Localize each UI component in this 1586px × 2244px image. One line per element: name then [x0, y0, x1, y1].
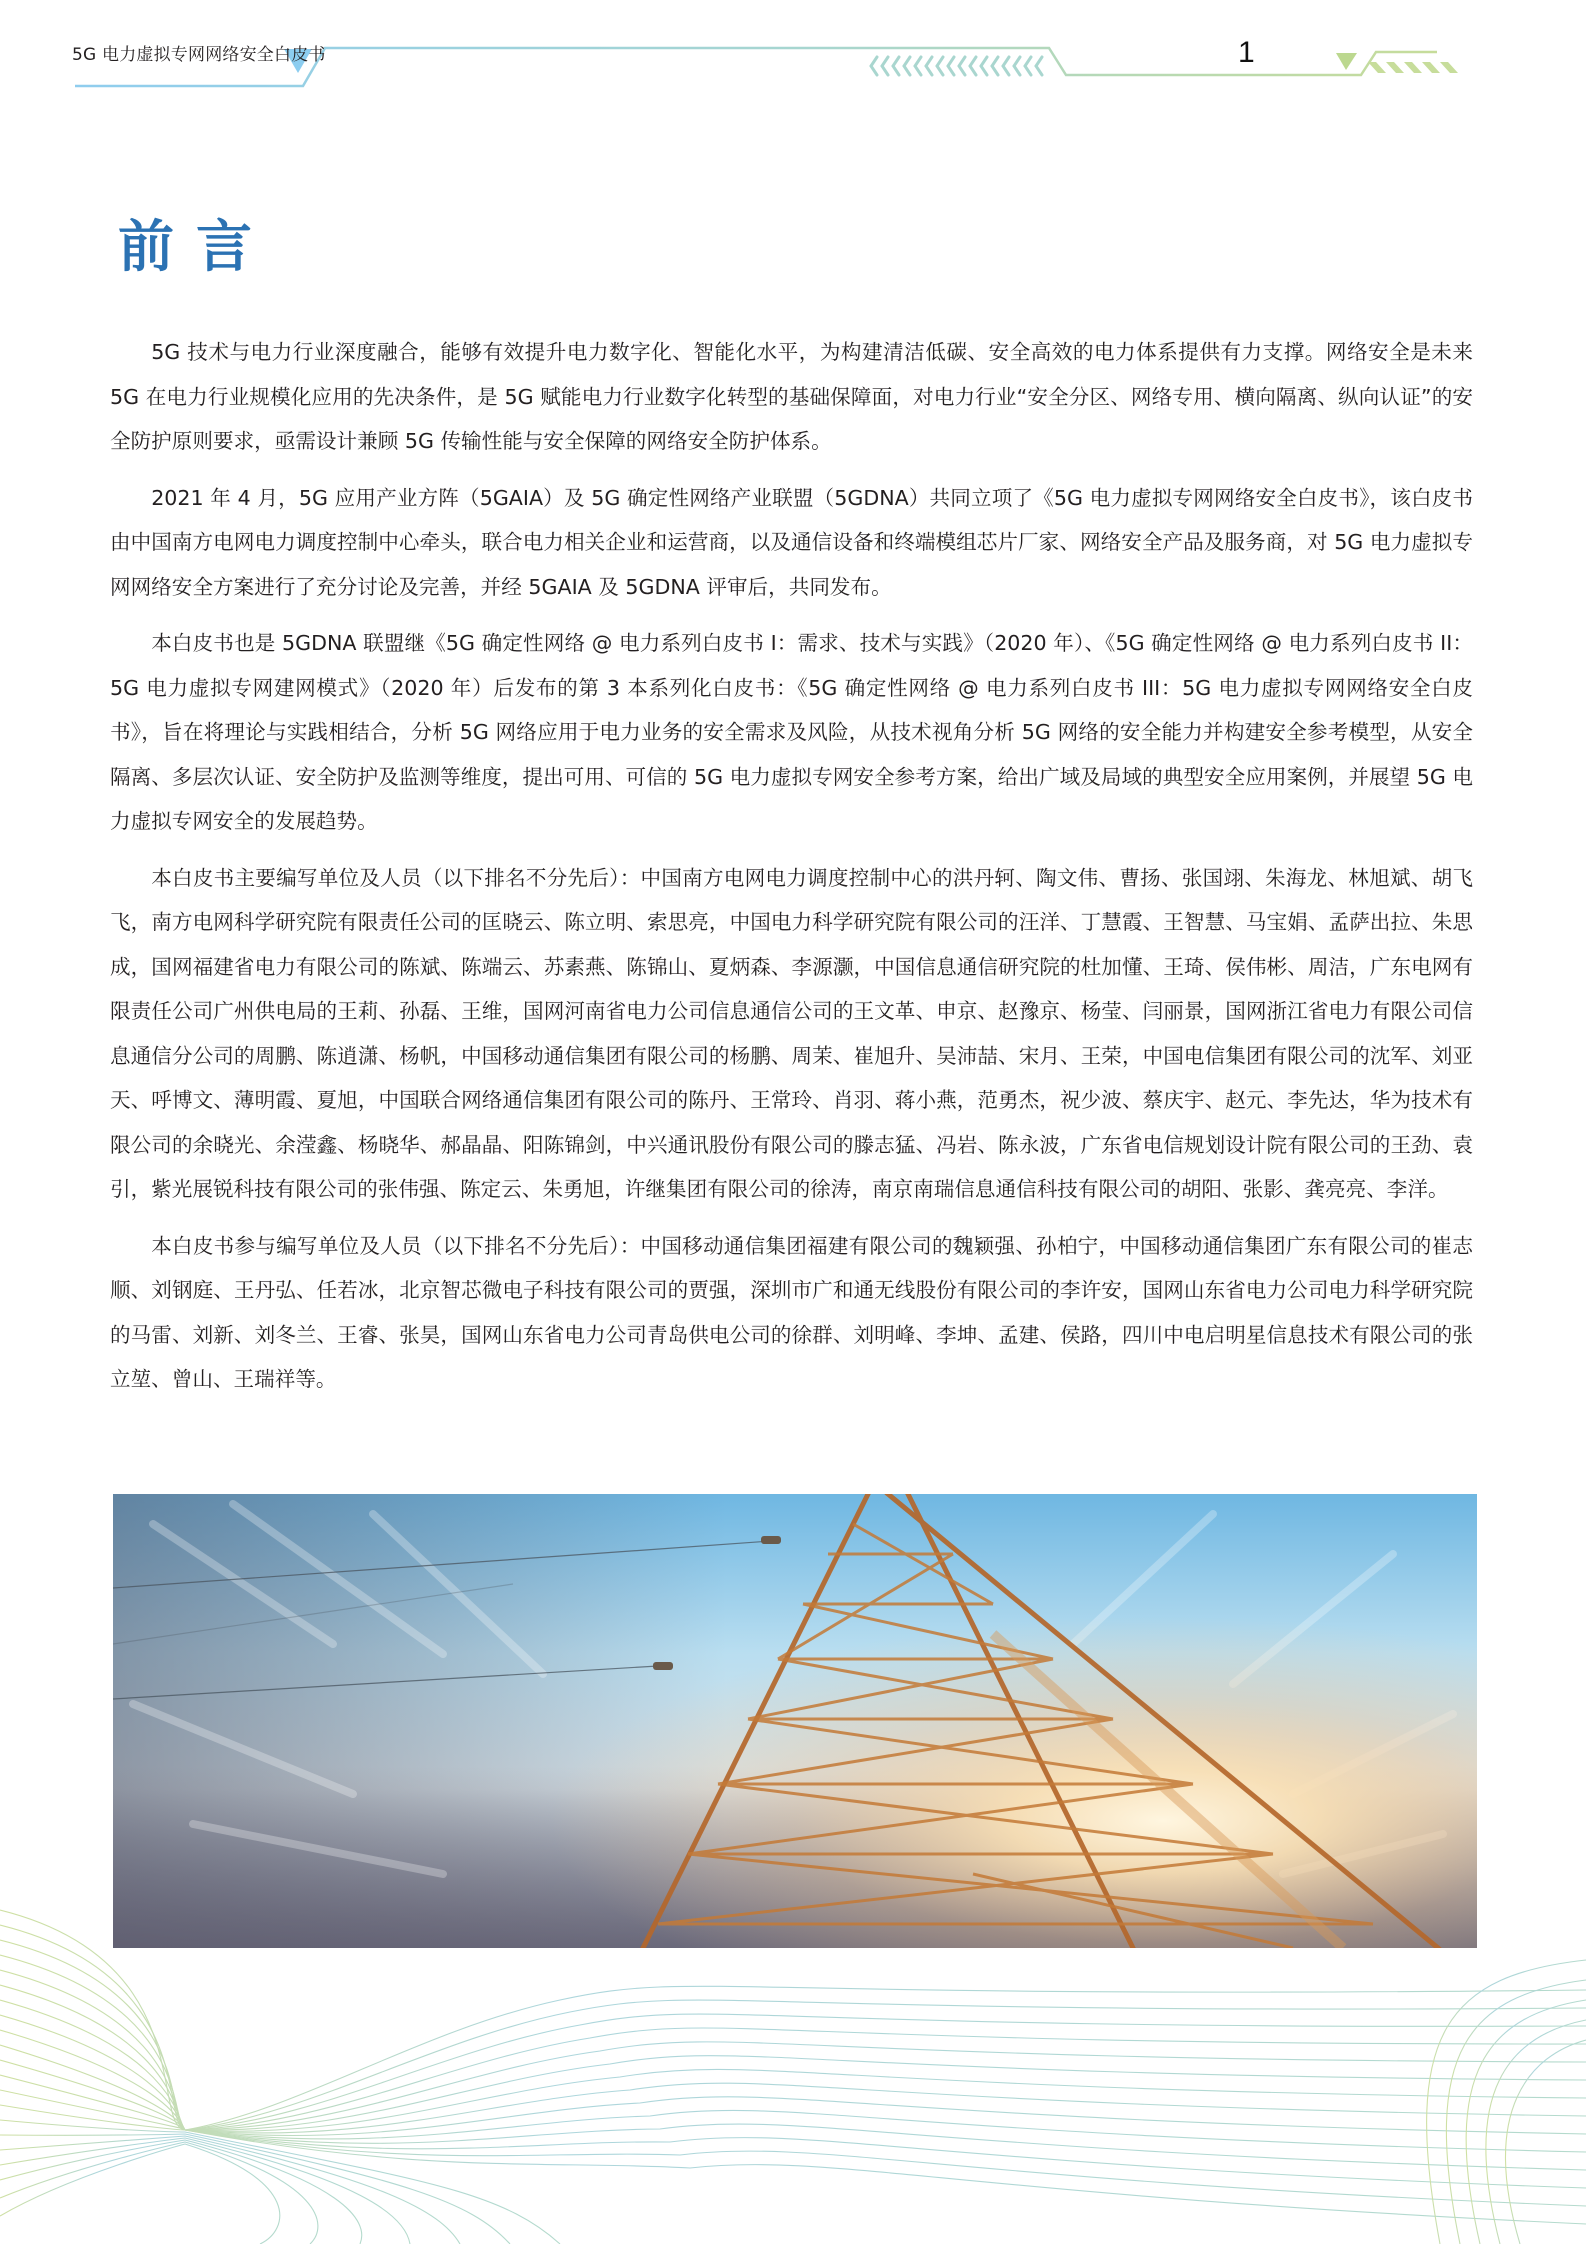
paragraph-background: 2021 年 4 月，5G 应用产业方阵（5GAIA）及 5G 确定性网络产业联盟（5GDNA）共同立项了《5G 电力虚拟专网网络安全白皮书》，该白皮书由中国南方电网电力调度控制中心牵头，联合电力相关企业和运营商，以及通信设备和终端模组芯片厂家、网络安全产品及服务商，对 5G 电力虚拟专网网络安全方案进行了充分讨论及完善，并经 5GAIA 及 5GDNA 评审后，共同发布。	[110, 485, 1473, 599]
green-triangle-icon	[1336, 53, 1357, 70]
body-text	[110, 330, 1473, 1414]
paragraph-main-authors: 本白皮书主要编写单位及人员（以下排名不分先后）：中国南方电网电力调度控制中心的洪丹轲、陶文伟、曹扬、张国翊、朱海龙、林旭斌、胡飞飞，南方电网科学研究院有限责任公司的匡晓云、陈立明、索思亮，中国电力科学研究院有限公司的汪洋、丁慧霞、王智慧、马宝娟、孟萨出拉、朱思成，国网福建省电力有限公司的陈斌、陈端云、苏素燕、陈锦山、夏炳森、李源灏，中国信息通信研究院的杜加懂、王琦、侯伟彬、周洁，广东电网有限责任公司广州供电局的王莉、孙磊、王维，国网河南省电力公司信息通信公司的王文革、申京、赵豫京、杨莹、闫丽景，国网浙江省电力有限公司信息通信分公司的周鹏、陈逍潇、杨帆，中国移动通信集团有限公司的杨鹏、周茉、崔旭升、吴沛喆、宋月、王荣，中国电信集团有限公司的沈军、刘亚天、呼博文、薄明霞、夏旭，中国联合网络通信集团有限公司的陈丹、王常玲、肖羽、蒋小燕，范勇杰，祝少波、蔡庆宇、赵元、李先达，华为技术有限公司的余晓光、余滢鑫、杨晓华、郝晶晶、阳陈锦剑，中兴通讯股份有限公司的滕志猛、冯岩、陈永波，广东省电信规划设计院有限公司的王劲、袁引，紫光展锐科技有限公司的张伟强、陈定云、朱勇旭，许继集团有限公司的徐涛，南京南瑞信息通信科技有限公司的胡阳、张影、龚亮亮、李洋。	[110, 865, 1473, 1201]
page-number: 1	[1238, 36, 1255, 69]
section-title: 前言	[118, 215, 274, 280]
document-title: 5G 电力虚拟专网网络安全白皮书	[72, 45, 326, 65]
paragraph-intro: 5G 技术与电力行业深度融合，能够有效提升电力数字化、智能化水平，为构建清洁低碳、安全高效的电力体系提供有力支撑。网络安全是未来 5G 在电力行业规模化应用的先决条件，是 5G 赋能电力行业数字化转型的基础保障面，对电力行业“安全分区、网络专用、横向隔离、纵向认证”的安全防护原则要求，亟需设计兼顾 5G 传输性能与安全保障的网络安全防护体系。	[110, 340, 1473, 453]
paragraph-contributors: 本白皮书参与编写单位及人员（以下排名不分先后）：中国移动通信集团福建有限公司的魏颖强、孙柏宁，中国移动通信集团广东有限公司的崔志顺、刘钢庭、王丹弘、任若冰，北京智芯微电子科技有限公司的贾强，深圳市广和通无线股份有限公司的李许安，国网山东省电力公司电力科学研究院的马雷、刘新、刘冬兰、王睿、张昊，国网山东省电力公司青岛供电公司的徐群、刘明峰、李坤、孟建、侯路，四川中电启明星信息技术有限公司的张立堃、曾山、王瑞祥等。	[110, 1233, 1473, 1391]
page-header	[0, 0, 1586, 110]
decorative-wave-lines	[0, 1880, 1586, 2244]
slanted-bars-icon	[1368, 62, 1458, 73]
chevrons-left-icon	[871, 57, 1042, 75]
paragraph-series: 本白皮书也是 5GDNA 联盟继《5G 确定性网络 @ 电力系列白皮书 I：需求、技术与实践》（2020 年）、《5G 确定性网络 @ 电力系列白皮书 II：5G 电力虚拟专网建网模式》（2020 年）后发布的第 3 本系列化白皮书：《5G 确定性网络 @ 电力系列白皮书 III：5G 电力虚拟专网网络安全白皮书》，旨在将理论与实践相结合，分析 5G 网络应用于电力业务的安全需求及风险，从技术视角分析 5G 网络的安全能力并构建安全参考模型，从安全隔离、多层次认证、安全防护及监测等维度，提出可用、可信的 5G 电力虚拟专网安全参考方案，给出广域及局域的典型安全应用案例，并展望 5G 电力虚拟专网安全的发展趋势。	[110, 631, 1473, 833]
